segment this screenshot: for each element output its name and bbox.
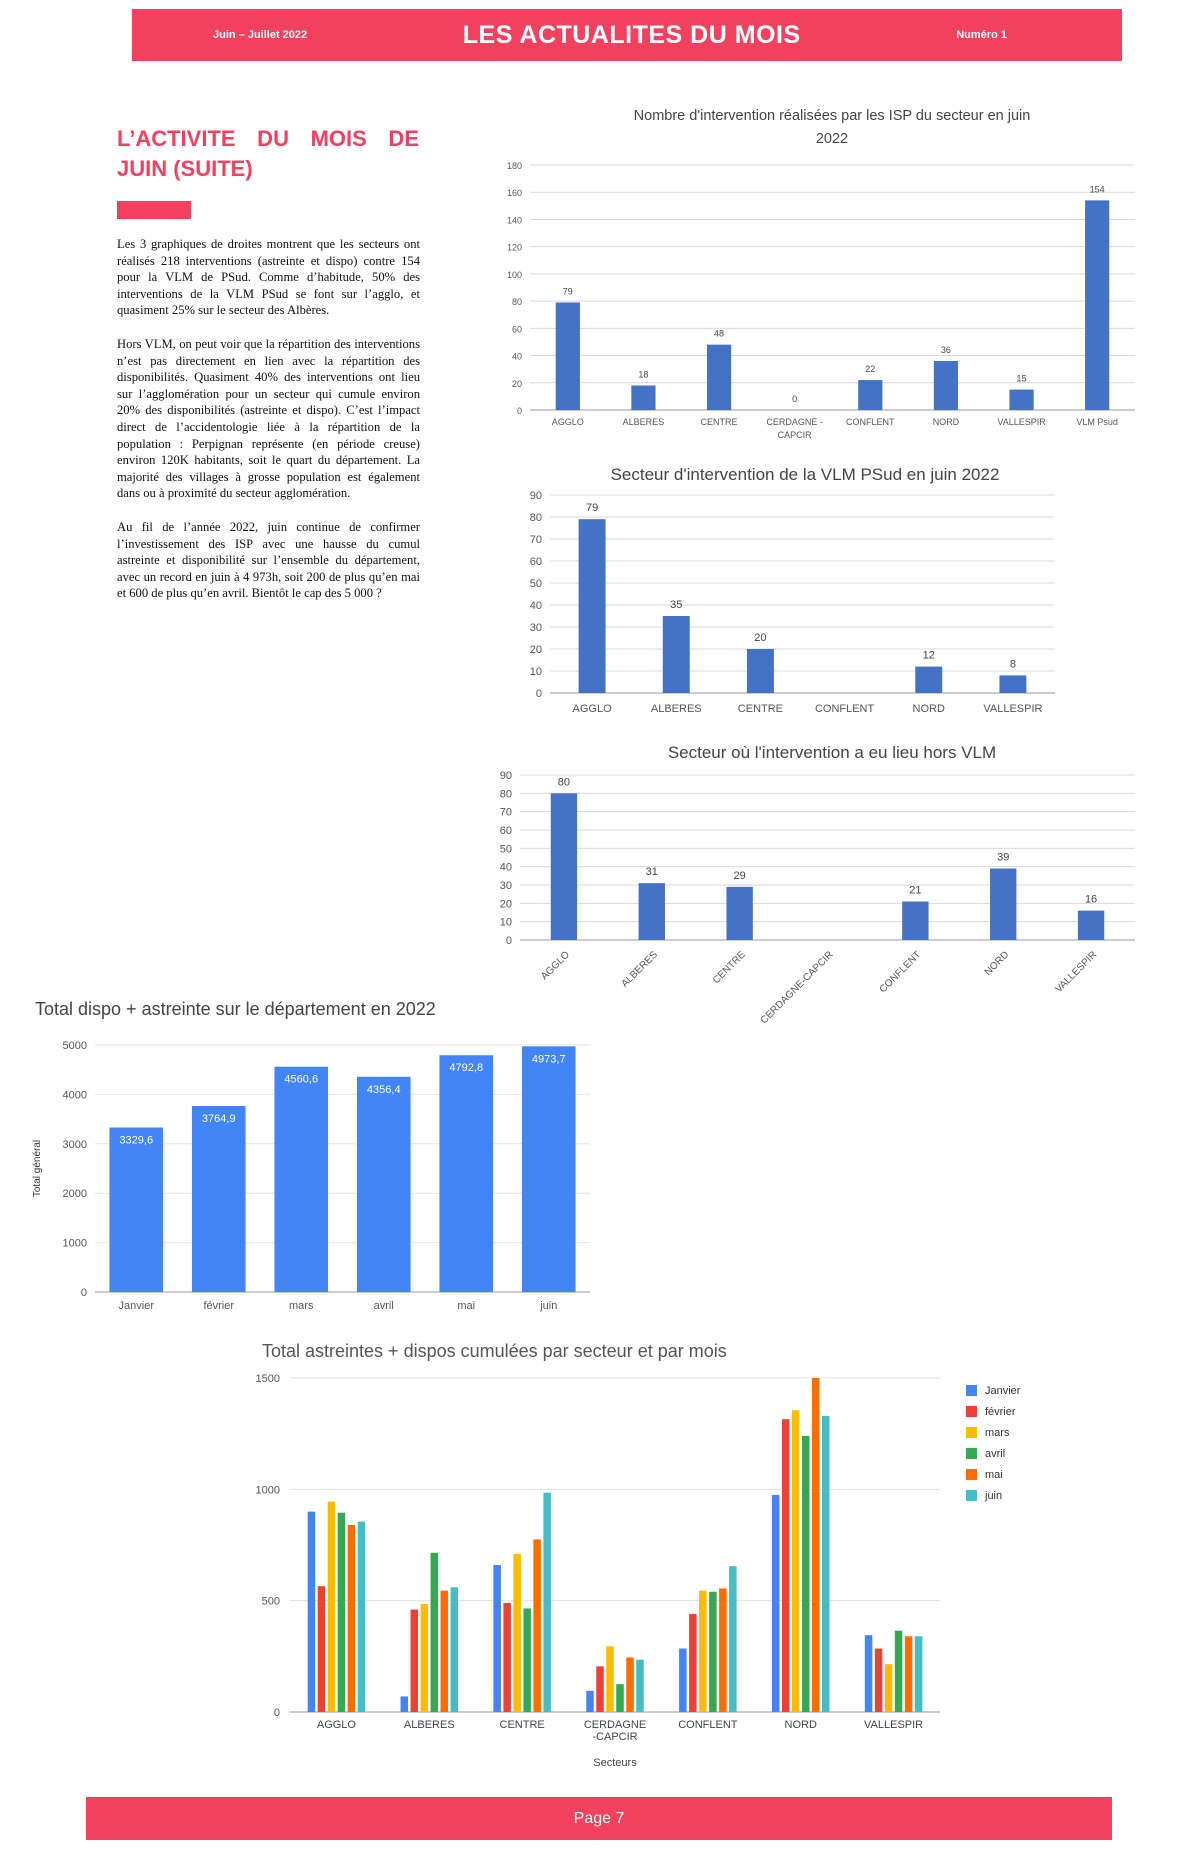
bar: [934, 361, 958, 410]
bar: [905, 1636, 913, 1712]
legend-label: avril: [985, 1447, 1006, 1460]
legend-swatch: [966, 1406, 977, 1417]
y-tick-label: 40: [529, 600, 542, 612]
data-label: 36: [940, 345, 951, 355]
bar: [606, 1646, 614, 1712]
y-tick-label: 1000: [255, 1484, 280, 1497]
y-tick-label: 4000: [62, 1089, 87, 1102]
data-label: 16: [1084, 893, 1098, 906]
bar: [431, 1553, 439, 1712]
x-tick-label: NORD: [932, 417, 960, 427]
bar: [596, 1666, 604, 1712]
x-tick-label: VALLESPIR: [1053, 949, 1100, 996]
bar: [915, 1636, 923, 1712]
bar: [792, 1410, 800, 1712]
issue-number: Numéro 1: [956, 29, 1007, 41]
bar: [726, 887, 752, 940]
y-tick-label: 0: [535, 688, 542, 700]
y-tick-label: 20: [529, 644, 542, 656]
bar: [999, 675, 1026, 693]
bar: [109, 1128, 163, 1292]
bar: [493, 1565, 501, 1712]
x-tick-label: CONFLENT: [877, 949, 924, 996]
data-label: 4356,4: [366, 1083, 401, 1096]
x-tick-label: Janvier: [118, 1300, 154, 1312]
chart-hors-vlm-svg: [480, 730, 1160, 1030]
bar: [513, 1554, 521, 1712]
x-tick-label: ALBERES: [622, 417, 665, 427]
data-label: 79: [562, 286, 573, 297]
bar: [990, 869, 1016, 941]
data-label: 0: [792, 394, 798, 404]
bar: [802, 1436, 810, 1712]
y-tick-label: 3000: [62, 1138, 87, 1151]
chart-isp-svg: [480, 100, 1140, 440]
x-tick-label: avril: [373, 1300, 394, 1312]
chart-hors-vlm: [480, 730, 1160, 1030]
bar: [772, 1495, 780, 1712]
y-tick-label: 80: [529, 512, 542, 524]
x-tick-label: CENTRE: [737, 703, 784, 715]
bar: [556, 302, 580, 410]
legend-swatch: [966, 1448, 977, 1459]
data-label: 18: [638, 369, 649, 380]
footer-banner: [86, 1797, 1112, 1840]
bar: [626, 1657, 634, 1712]
x-tick-label: CONFLENT: [814, 703, 875, 715]
x-tick-label: VALLESPIR: [983, 703, 1043, 715]
bar: [782, 1419, 790, 1712]
y-tick-label: 60: [529, 556, 542, 568]
data-label: 21: [909, 884, 922, 897]
data-label: 12: [922, 649, 935, 662]
data-label: 8: [1009, 658, 1016, 671]
section-accent-bar: [117, 201, 191, 219]
legend-item: [966, 1485, 1020, 1506]
bar: [441, 1591, 449, 1712]
x-tick-label: CONFLENT: [846, 417, 895, 427]
bar: [719, 1588, 727, 1712]
chart-cumul-legend: [966, 1380, 1020, 1506]
data-label: 22: [865, 364, 876, 375]
y-tick-label: 2000: [62, 1188, 87, 1201]
y-tick-label: 60: [499, 825, 512, 837]
y-tick-label: 0: [80, 1287, 87, 1299]
data-label: 20: [754, 632, 767, 644]
chart-title: Total astreintes + dispos cumulées par secteur et par mois: [262, 1341, 727, 1361]
data-label: 4792,8: [449, 1062, 484, 1075]
data-label: 35: [670, 599, 683, 611]
chart-isp-interventions: [480, 100, 1140, 440]
x-tick-label: VALLESPIR: [864, 1719, 924, 1731]
y-tick-label: 500: [261, 1595, 280, 1608]
bar: [902, 902, 928, 941]
article-body: [117, 236, 420, 619]
y-tick-label: 140: [506, 215, 522, 226]
x-tick-label: mars: [289, 1300, 314, 1312]
y-tick-label: 50: [499, 843, 512, 856]
x-tick-label: CENTRE: [710, 949, 748, 987]
y-tick-label: 5000: [62, 1040, 87, 1052]
bar: [616, 1684, 624, 1712]
y-tick-label: 1500: [255, 1373, 280, 1385]
x-tick-label: VALLESPIR: [997, 417, 1046, 427]
chart-total-departement: [20, 995, 610, 1315]
legend-item: [966, 1443, 1020, 1464]
bar: [636, 1660, 644, 1712]
x-tick-label: AGGLO: [551, 417, 584, 427]
chart-vlm-svg: [480, 450, 1080, 720]
data-label: 31: [645, 866, 658, 879]
newsletter-title: LES ACTUALITES DU MOIS: [462, 20, 801, 49]
article-paragraph: Au fil de l’année 2022, juin continue de confirmer l’investissement des ISP avec une hausse du cumul astreinte et disponibilité sur l’ensemble du département, avec un record en juin à 4 973h, soit 200 de plus qu’en mai et 600 de plus qu’en avril. Bientôt le cap des 5 000 ?: [117, 519, 420, 601]
chart-total-svg: [20, 995, 610, 1315]
section-title: L’ACTIVITE DU MOIS DE JUIN (SUITE): [117, 126, 419, 181]
bar: [822, 1416, 830, 1712]
x-tick-label: AGGLO: [539, 949, 573, 983]
bar: [543, 1493, 551, 1712]
x-tick-label: CERDAGNE -: [766, 417, 823, 427]
x-tick-label: AGGLO: [572, 703, 612, 715]
chart-vlm-sectors: [480, 450, 1080, 720]
legend-label: février: [985, 1405, 1016, 1418]
bar: [812, 1378, 820, 1712]
y-tick-label: 0: [273, 1707, 280, 1719]
x-tick-label: CENTRE: [700, 417, 738, 427]
bar: [689, 1614, 697, 1712]
x-tick-label: ALBERES: [650, 703, 702, 715]
y-tick-label: 10: [529, 666, 542, 678]
y-tick-label: 60: [511, 324, 522, 335]
legend-label: mars: [985, 1426, 1010, 1439]
y-tick-label: 120: [506, 242, 522, 253]
bar: [915, 667, 942, 693]
bar: [875, 1649, 883, 1712]
x-tick-label: février: [203, 1300, 235, 1312]
bar: [308, 1512, 316, 1712]
y-tick-label: 30: [499, 880, 512, 892]
legend-item: [966, 1422, 1020, 1443]
bar: [451, 1587, 459, 1712]
bar: [358, 1522, 366, 1712]
legend-label: juin: [985, 1489, 1003, 1502]
data-label: 3329,6: [119, 1134, 154, 1147]
bar: [1085, 200, 1109, 410]
chart-cumul-secteur: [250, 1340, 950, 1780]
legend-item: [966, 1380, 1020, 1401]
bar: [551, 793, 577, 940]
y-tick-label: 80: [499, 788, 512, 801]
legend-label: mai: [985, 1468, 1003, 1481]
y-tick-label: 70: [499, 806, 512, 819]
bar: [631, 386, 655, 411]
x-tick-label: juin: [540, 1300, 558, 1312]
x-tick-label: CONFLENT: [678, 1719, 738, 1731]
x-tick-label: ALBERES: [403, 1719, 455, 1731]
header-date: Juin – Juillet 2022: [213, 29, 308, 41]
bar: [895, 1631, 903, 1712]
data-label: 39: [997, 851, 1010, 864]
x-axis-label: Secteurs: [593, 1757, 637, 1769]
y-tick-label: 0: [516, 406, 522, 416]
chart-title: Nombre d'intervention réalisées par les ISP du secteur en juin: [633, 108, 1031, 124]
y-tick-label: 80: [511, 297, 522, 308]
bar: [348, 1525, 356, 1712]
y-tick-label: 50: [529, 578, 542, 590]
header-banner: [132, 9, 1122, 61]
legend-item: [966, 1401, 1020, 1422]
x-tick-label: mai: [457, 1300, 476, 1312]
bar: [192, 1106, 246, 1292]
y-tick-label: 40: [511, 351, 522, 362]
bar: [533, 1539, 541, 1712]
x-tick-label: NORD: [784, 1719, 817, 1731]
bar: [421, 1604, 429, 1712]
y-tick-label: 180: [506, 161, 522, 171]
data-label: 79: [585, 502, 599, 515]
y-tick-label: 30: [529, 622, 542, 634]
legend-swatch: [966, 1469, 977, 1480]
y-tick-label: 0: [505, 935, 512, 947]
article-paragraph: Les 3 graphiques de droites montrent que les secteurs ont réalisés 218 interventions (astreinte et dispo) contre 154 pour la VLM de PSud. Comme d’habitude, 50% des interventions de la VLM PSud se font sur l’agglo, et quasiment 25% sur le secteur des Albères.: [117, 237, 420, 318]
data-label: 29: [733, 869, 746, 882]
bar: [663, 616, 690, 693]
bar: [503, 1603, 511, 1712]
article-paragraph: Hors VLM, on peut voir que la répartition des interventions n’est pas directement en lien avec la répartition des disponibilités. Quasiment 40% des interventions ont lieu sur l’agglomération pour un secteur qui cumule environ 20% des disponibilités (astreinte et dispo). C’est l’impact direct de l’accidentologie liée à la répartition de la population : Perpignan représente (en période creuse) environ 120K habitants, soit le quart du département. La majorité des villages à grosse population est également dans ou à proximité du secteur agglomération.: [117, 336, 420, 501]
x-tick-label: AGGLO: [316, 1719, 356, 1731]
bar: [865, 1635, 873, 1712]
y-tick-label: 20: [511, 378, 522, 389]
x-tick-label: -CAPCIR: [592, 1731, 638, 1743]
bar: [858, 380, 882, 410]
bar: [338, 1513, 346, 1712]
y-axis-label: Total général: [32, 1139, 43, 1198]
y-tick-label: 70: [529, 534, 542, 546]
bar: [523, 1608, 531, 1712]
legend-swatch: [966, 1427, 977, 1438]
bar: [401, 1696, 409, 1712]
chart-cumul-svg: [250, 1340, 950, 1780]
x-tick-label: CERDAGNE: [583, 1719, 647, 1731]
chart-title: Total dispo + astreinte sur le département en 2022: [35, 999, 436, 1019]
data-label: 4973,7: [531, 1053, 566, 1066]
bar: [679, 1649, 687, 1712]
x-tick-label: NORD: [982, 949, 1012, 978]
y-tick-label: 160: [506, 188, 522, 199]
x-tick-label: CERDAGNE-CAPCIR: [758, 949, 836, 1027]
x-tick-label: ALBERES: [619, 949, 660, 990]
bar: [328, 1502, 336, 1712]
bar: [1009, 390, 1033, 410]
data-label: 154: [1089, 184, 1105, 195]
x-tick-label: VLM Psud: [1076, 417, 1118, 427]
bar: [747, 649, 774, 693]
chart-title: 2022: [815, 131, 849, 147]
bar: [439, 1055, 493, 1292]
bar: [522, 1046, 576, 1292]
bar: [729, 1566, 737, 1712]
bar: [318, 1586, 326, 1712]
data-label: 4560,6: [284, 1073, 319, 1086]
y-tick-label: 20: [499, 898, 512, 911]
y-tick-label: 100: [506, 269, 522, 280]
y-tick-label: 90: [499, 770, 512, 782]
y-tick-label: 1000: [62, 1237, 87, 1250]
data-label: 3764,9: [201, 1113, 236, 1126]
y-tick-label: 10: [499, 916, 512, 929]
bar: [885, 1664, 893, 1712]
legend-item: [966, 1464, 1020, 1485]
data-label: 15: [1016, 373, 1027, 384]
y-tick-label: 90: [529, 490, 542, 502]
x-tick-label: CAPCIR: [777, 430, 812, 440]
chart-title: Secteur d'intervention de la VLM PSud en juin 2022: [610, 465, 1000, 484]
legend-swatch: [966, 1490, 977, 1501]
y-tick-label: 40: [499, 861, 512, 874]
bar: [707, 345, 731, 410]
x-tick-label: NORD: [912, 703, 945, 715]
data-label: 80: [557, 776, 571, 789]
bar: [709, 1592, 717, 1712]
bar: [1078, 911, 1104, 940]
legend-label: Janvier: [985, 1384, 1021, 1397]
bar: [586, 1691, 594, 1712]
page-number: Page 7: [573, 1809, 625, 1827]
bar: [579, 519, 606, 693]
chart-title: Secteur où l'intervention a eu lieu hors VLM: [667, 743, 997, 762]
bar: [274, 1067, 328, 1292]
data-label: 48: [714, 328, 725, 339]
x-tick-label: CENTRE: [499, 1719, 545, 1731]
bar: [639, 883, 665, 940]
bar: [699, 1591, 707, 1712]
bar: [357, 1077, 411, 1292]
bar: [411, 1610, 419, 1712]
legend-swatch: [966, 1385, 977, 1396]
